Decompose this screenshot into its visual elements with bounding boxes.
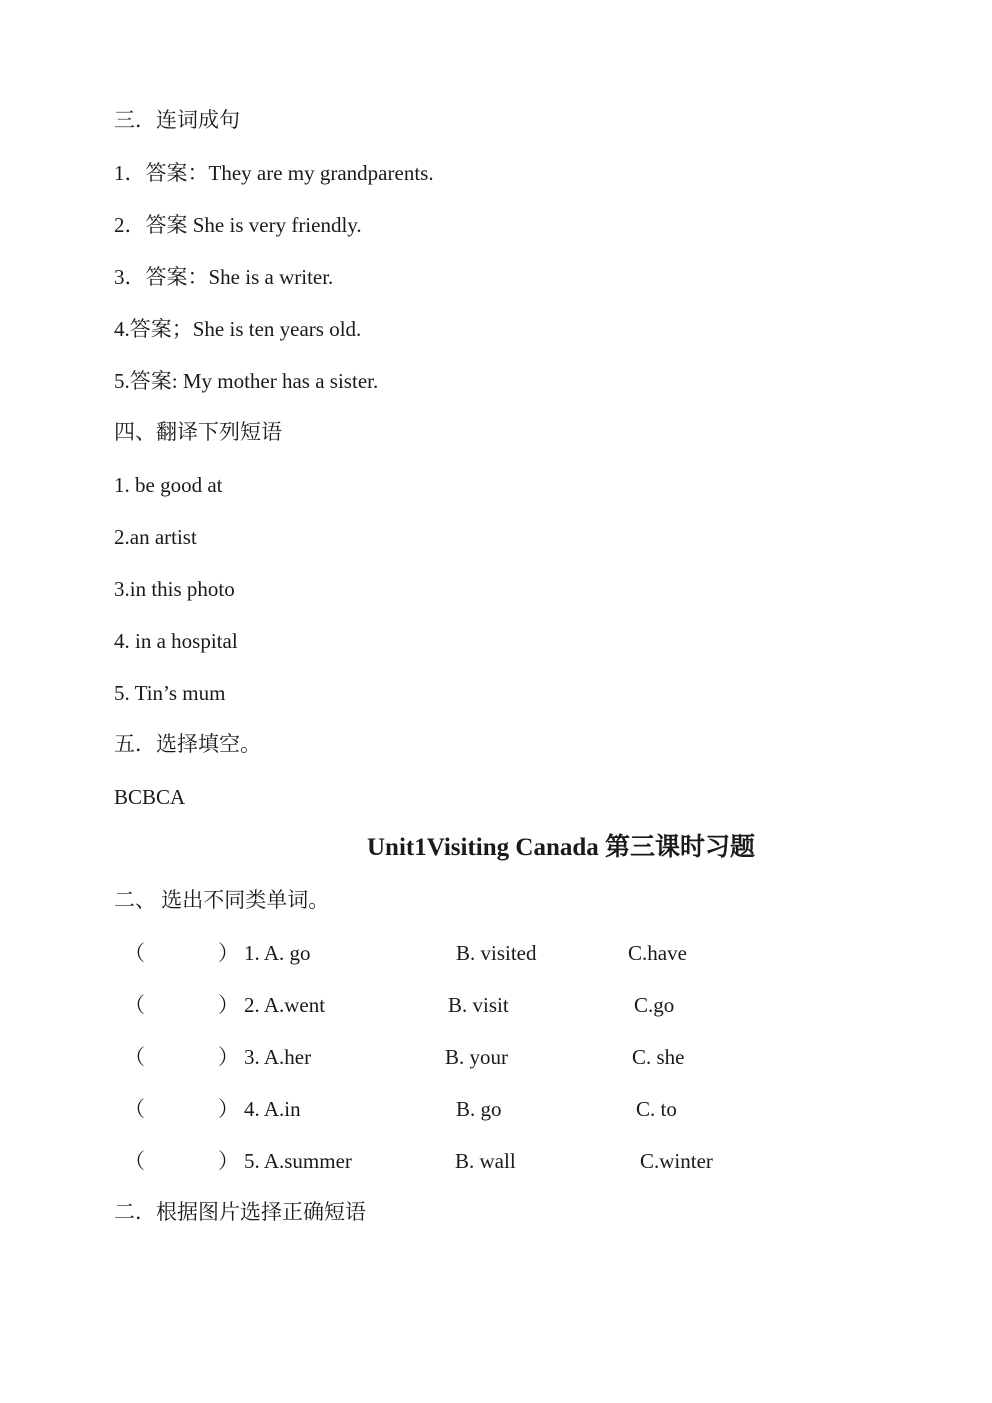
odd-one-out-heading: 二、 选出不同类单词。 <box>114 888 330 912</box>
answer-blank-open: （ <box>124 993 145 1017</box>
phrase-line-1: 1. be good at <box>114 473 223 497</box>
option-a: 3. A.her <box>244 1045 312 1069</box>
option-a: 2. A.went <box>244 993 326 1017</box>
option-b: B. your <box>445 1045 508 1069</box>
answer-blank-close: ） <box>218 1097 239 1121</box>
answer-blank-open: （ <box>124 1097 145 1121</box>
option-a: 4. A.in <box>244 1097 301 1121</box>
phrase-line-2: 2.an artist <box>114 525 197 549</box>
section-5-heading: 五．选择填空。 <box>114 732 261 756</box>
answer-blank-open: （ <box>124 1149 145 1173</box>
option-c: C. to <box>636 1097 677 1121</box>
option-a: 1. A. go <box>244 941 311 965</box>
phrase-line-5: 5. Tin’s mum <box>114 681 226 705</box>
answer-line-3: 3．答案：She is a writer. <box>114 265 334 289</box>
phrase-line-3: 3.in this photo <box>114 577 235 601</box>
answer-blank-close: ） <box>218 1045 239 1069</box>
question-row-2 <box>114 991 814 1019</box>
section-3-heading: 三．连词成句 <box>114 108 240 132</box>
option-a: 5. A.summer <box>244 1149 352 1173</box>
question-row-1 <box>114 939 814 967</box>
answer-line-1: 1．答案：They are my grandparents. <box>114 161 434 185</box>
answer-line-4: 4.答案；She is ten years old. <box>114 317 362 341</box>
section-4-heading: 四、翻译下列短语 <box>114 420 282 444</box>
answer-blank-close: ） <box>218 941 239 965</box>
answer-blank-open: （ <box>124 941 145 965</box>
question-row-4 <box>114 1095 814 1123</box>
option-c: C.have <box>628 941 687 965</box>
answer-line-2: 2．答案 She is very friendly. <box>114 213 362 237</box>
phrase-line-4: 4. in a hospital <box>114 629 238 653</box>
option-b: B. visit <box>448 993 509 1017</box>
answer-blank-close: ） <box>218 1149 239 1173</box>
option-c: C.go <box>634 993 675 1017</box>
option-b: B. wall <box>455 1149 516 1173</box>
option-b: B. visited <box>456 941 537 965</box>
answer-blank-close: ） <box>218 993 239 1017</box>
answer-line-5: 5.答案: My mother has a sister. <box>114 369 379 393</box>
option-c: C. she <box>632 1045 685 1069</box>
question-row-3 <box>114 1043 814 1071</box>
section-5-answer: BCBCA <box>114 785 186 809</box>
picture-section-heading: 二．根据图片选择正确短语 <box>114 1200 366 1224</box>
lesson-title: Unit1Visiting Canada 第三课时习题 <box>366 834 755 861</box>
option-b: B. go <box>456 1097 502 1121</box>
answer-blank-open: （ <box>124 1045 145 1069</box>
question-row-5 <box>114 1147 814 1175</box>
option-c: C.winter <box>640 1149 713 1173</box>
